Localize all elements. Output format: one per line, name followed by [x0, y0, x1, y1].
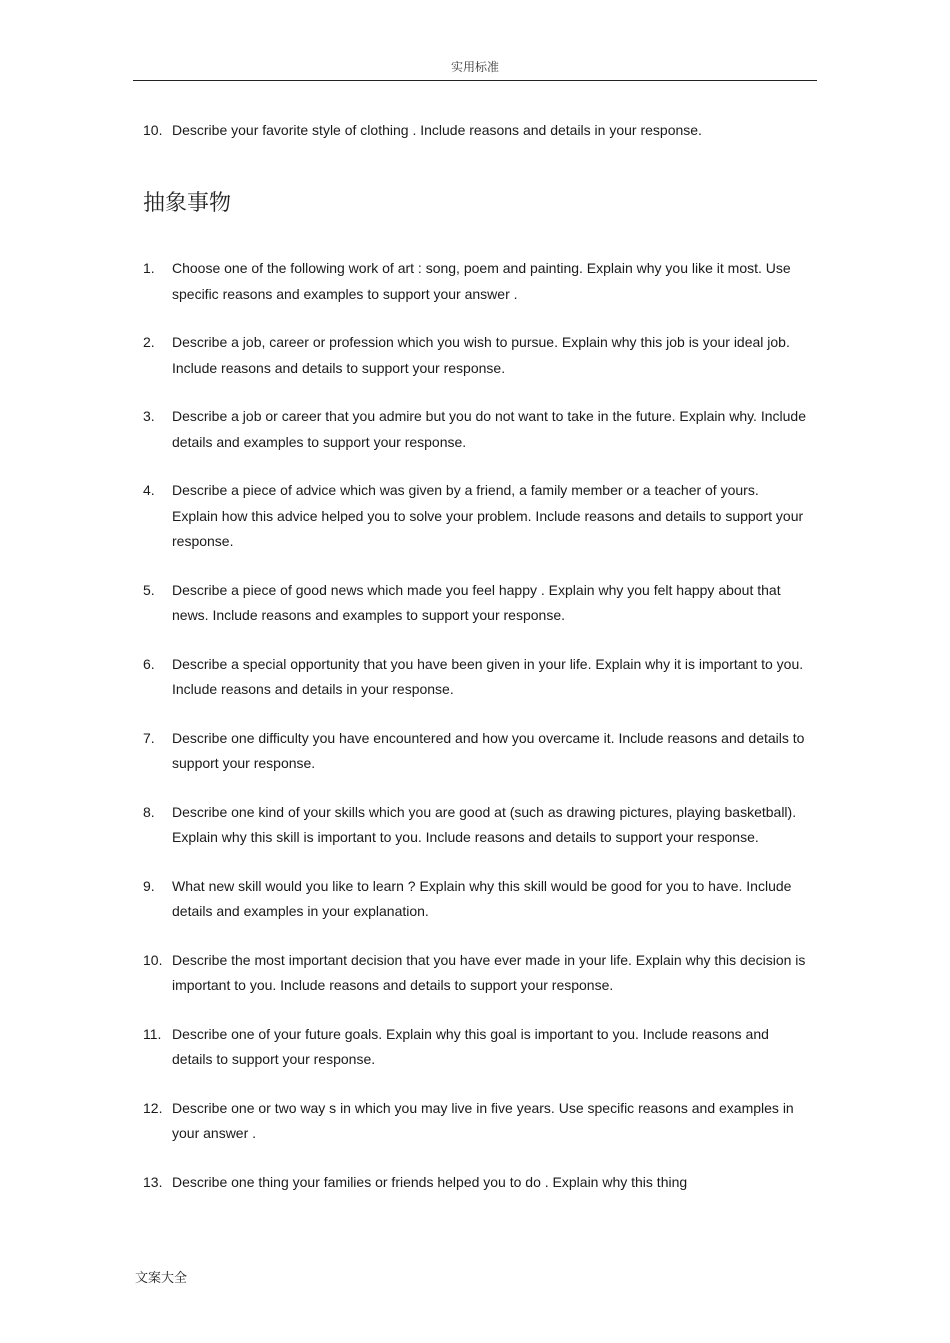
item-text: Describe one or two way s in which you may live in five years. Use specific reasons and examples in your answer .: [172, 1099, 794, 1141]
item-text: Describe a special opportunity that you have been given in your life. Explain why it is important to you. Include reasons and details in your response.: [172, 655, 804, 697]
item-number: 4.: [143, 482, 155, 498]
list-item: [143, 874, 808, 925]
item-number: 2.: [143, 334, 155, 350]
item-number: 11.: [143, 1025, 162, 1042]
list-item: [143, 330, 808, 381]
item-text: What new skill would you like to learn ? Explain why this skill would be good for you to have. Include details and examples in your explanation.: [172, 877, 792, 919]
item-text: Describe a job, career or profession which you wish to pursue. Explain why this job is your ideal job. Include reasons and details to support your response.: [172, 334, 790, 376]
list-item: [143, 256, 808, 307]
item-text: Choose one of the following work of art : song, poem and painting. Explain why you like it most. Use specific reasons and examples to support your answer .: [172, 260, 791, 302]
item-number: 10.: [143, 122, 163, 138]
item-text: Describe one difficulty you have encountered and how you overcame it. Include reasons and details to support your response.: [172, 729, 805, 771]
item-text: Describe one kind of your skills which you are good at (such as drawing pictures, playing basketball). Explain why this skill is important to you. Include reasons and details to support your response.: [172, 803, 797, 845]
item-number: 12.: [143, 1099, 163, 1116]
list-item: [143, 578, 808, 629]
top-list-item: [143, 118, 832, 144]
list-item: [143, 1096, 808, 1147]
item-number: 1.: [143, 260, 155, 276]
section-title: 抽象事物: [143, 191, 232, 216]
list-item: [143, 726, 808, 777]
list-item: [143, 1022, 808, 1073]
list-item: [143, 478, 808, 555]
item-text: Describe the most important decision that you have ever made in your life. Explain why this decision is important to you. Include reasons and details to support your response.: [172, 951, 806, 993]
page-footer: 文案大全: [135, 1271, 188, 1286]
item-number: 8.: [143, 803, 155, 820]
item-number: 9.: [143, 877, 155, 894]
question-list: [143, 256, 808, 1218]
list-item: [143, 404, 808, 455]
item-number: 6.: [143, 655, 155, 672]
list-item: [143, 948, 808, 999]
list-item: [143, 1170, 808, 1196]
item-text: Describe a piece of advice which was given by a friend, a family member or a teacher of yours. Explain how this advice helped you to solve your problem. Include reasons and details to support your response.: [172, 482, 804, 549]
item-text: Describe a piece of good news which made you feel happy . Explain why you felt happy about that news. Include reasons and examples to support your response.: [172, 581, 781, 623]
item-number: 3.: [143, 408, 155, 424]
item-text: Describe one thing your families or friends helped you to do . Explain why this thing: [172, 1173, 688, 1190]
item-text: Describe a job or career that you admire but you do not want to take in the future. Explain why. Include details and examples to support your response.: [172, 408, 806, 450]
page-header: 实用标准: [450, 60, 499, 74]
item-text: Describe your favorite style of clothing . Include reasons and details in your response.: [172, 122, 702, 138]
list-item: [143, 800, 808, 851]
item-number: 5.: [143, 581, 155, 598]
item-number: 13.: [143, 1173, 163, 1190]
item-number: 7.: [143, 729, 155, 746]
item-text: Describe one of your future goals. Explain why this goal is important to you. Include reasons and details to support your response.: [172, 1025, 769, 1067]
list-item: [143, 652, 808, 703]
item-number: 10.: [143, 951, 163, 968]
header-divider: [133, 80, 817, 81]
